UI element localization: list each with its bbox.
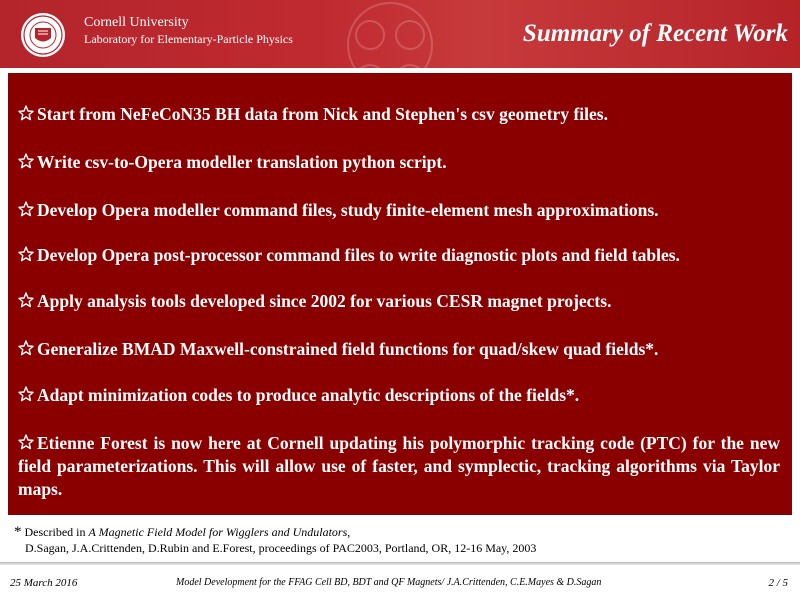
header-banner xyxy=(0,0,800,68)
bullet-item xyxy=(18,103,780,126)
footer xyxy=(0,574,800,592)
bullet-text: Develop Opera modeller command files, study finite-element mesh approximations. xyxy=(37,200,659,220)
footnote-suffix: , xyxy=(347,525,351,539)
star-outline-icon xyxy=(18,153,34,169)
bullet-item xyxy=(18,244,780,267)
content-box xyxy=(8,73,792,515)
bullet-item xyxy=(18,432,780,501)
footnote-marker: * xyxy=(14,524,22,540)
institution-block xyxy=(84,15,293,47)
bullet-item xyxy=(18,290,780,313)
footnote-line-1 xyxy=(14,524,536,540)
footer-description: Model Development for the FFAG Cell BD, BDT and QF Magnets/ J.A.Crittenden, C.E.Mayes & D.Sagan xyxy=(176,577,602,588)
bullet-text: Generalize BMAD Maxwell-constrained field functions for quad/skew quad fields*. xyxy=(37,339,659,359)
footnote-prefix: Described in xyxy=(24,525,86,539)
bullet-text: Start from NeFeCoN35 BH data from Nick and Stephen's csv geometry files. xyxy=(37,104,608,124)
institution-name: Cornell University xyxy=(84,15,189,30)
slide-title: Summary of Recent Work xyxy=(522,20,788,47)
cornell-seal-icon xyxy=(20,12,66,58)
footnote xyxy=(14,524,536,556)
institution-lab: Laboratory for Elementary-Particle Physics xyxy=(84,32,293,46)
star-outline-icon xyxy=(18,105,34,121)
bullet-item xyxy=(18,384,780,407)
star-outline-icon xyxy=(18,340,34,356)
bullet-item xyxy=(18,151,780,174)
bullet-item xyxy=(18,199,780,222)
bullet-text: Etienne Forest is now here at Cornell updating his polymorphic tracking code (PTC) for the new field parameterizations. This will allow use of faster, and symplectic, tracking algorithms via Taylor maps. xyxy=(18,433,780,499)
star-outline-icon xyxy=(18,246,34,262)
page-number: 2 / 5 xyxy=(768,577,788,589)
building-watermark-icon xyxy=(300,0,480,68)
star-outline-icon xyxy=(18,292,34,308)
footnote-citation: D.Sagan, J.A.Crittenden, D.Rubin and E.Forest, proceedings of PAC2003, Portland, OR, 12-16 May, 2003 xyxy=(25,541,537,555)
bullet-text: Adapt minimization codes to produce analytic descriptions of the fields*. xyxy=(37,385,580,405)
star-outline-icon xyxy=(18,201,34,217)
bullet-item xyxy=(18,338,780,361)
bullet-text: Apply analysis tools developed since 2002 for various CESR magnet projects. xyxy=(37,291,612,311)
bullet-text: Develop Opera post-processor command files to write diagnostic plots and field tables. xyxy=(37,245,680,265)
footnote-title: A Magnetic Field Model for Wigglers and Undulators xyxy=(88,525,348,539)
star-outline-icon xyxy=(18,434,34,450)
bullet-text: Write csv-to-Opera modeller translation python script. xyxy=(37,152,447,172)
footer-date: 25 March 2016 xyxy=(10,577,78,589)
footer-divider xyxy=(0,562,800,565)
star-outline-icon xyxy=(18,386,34,402)
